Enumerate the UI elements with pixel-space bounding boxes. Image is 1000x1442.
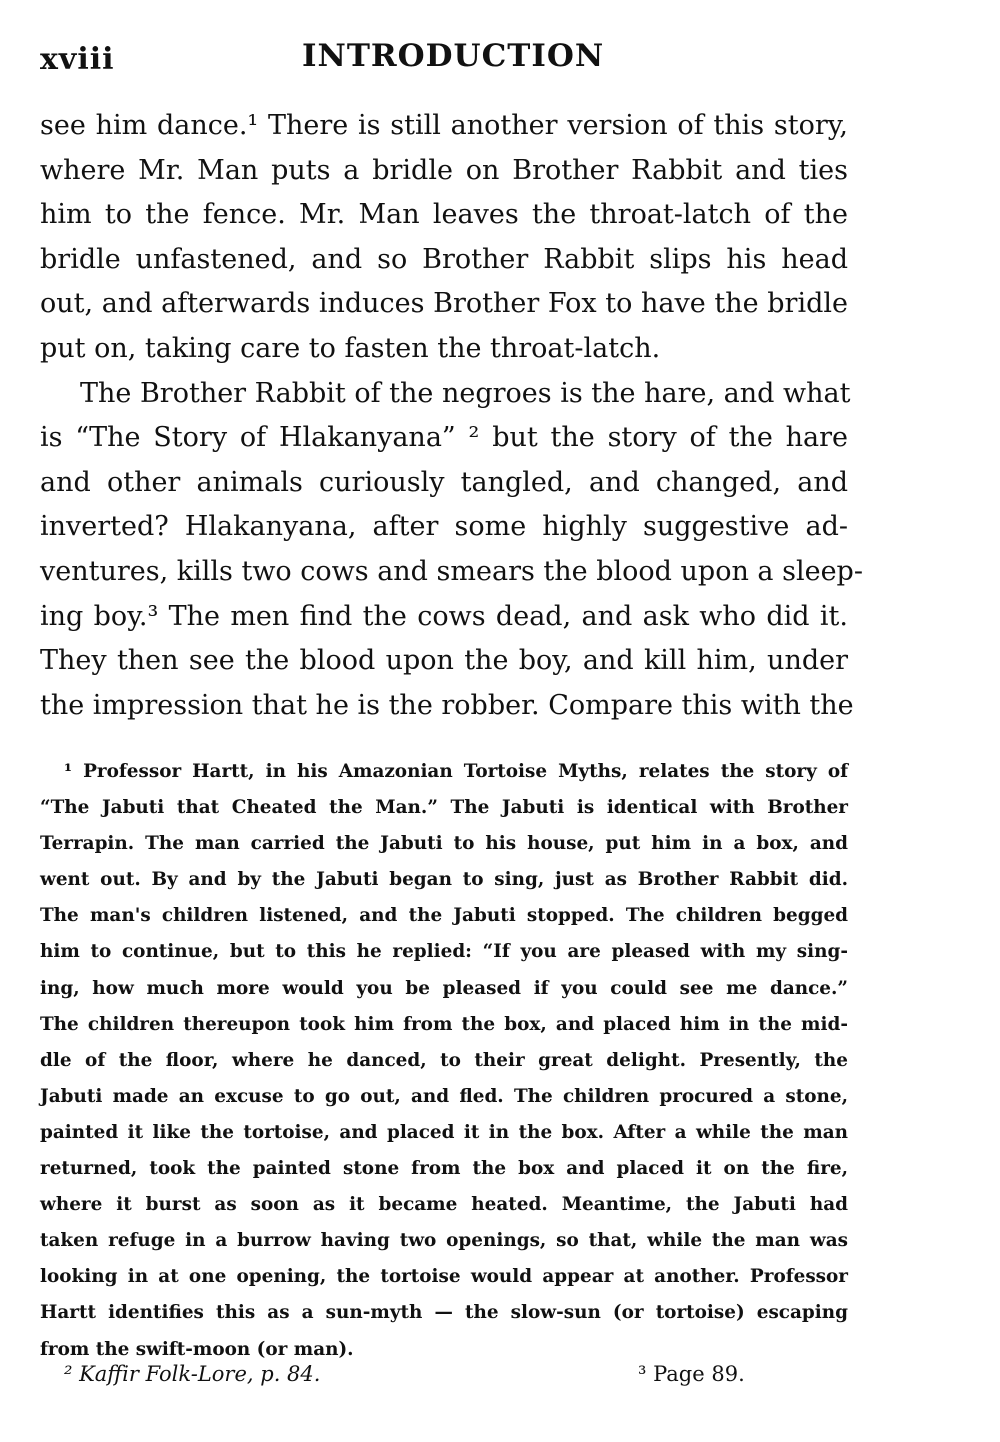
footnote-line: ing, how much more would you be pleased if you could see me dance.” [40, 977, 848, 999]
body-line: bridle unfastened, and so Brother Rabbit slips his head [40, 243, 848, 275]
footnote-line: him to continue, but to this he replied: “If you are pleased with my sing- [40, 941, 848, 963]
body-line: him to the fence. Mr. Man leaves the throat-latch of the [40, 199, 848, 231]
body-line: ing boy.³ The men find the cows dead, and ask who did it. [40, 600, 848, 632]
body-line: ventures, kills two cows and smears the blood upon a sleep- [40, 555, 863, 587]
footnote-line: dle of the floor, where he danced, to their great delight. Presently, the [40, 1049, 848, 1071]
body-line: The Brother Rabbit of the negroes is the hare, and what [80, 377, 851, 409]
page-number: xviii [40, 42, 115, 77]
footnote-line: went out. By and by the Jabuti began to sing, just as Brother Rabbit did. [40, 869, 848, 891]
body-line: inverted? Hlakanyana, after some highly suggestive ad- [40, 511, 848, 543]
footnote-line: Terrapin. The man carried the Jabuti to his house, put him in a box, and [40, 833, 848, 855]
footnote-line: ¹ Professor Hartt, in his Amazonian Tortoise Myths, relates the story of [64, 761, 848, 782]
body-text [40, 104, 863, 728]
footnote-line: from the swift-moon (or man). [40, 1338, 354, 1360]
footnote-line: taken refuge in a burrow having two openings, so that, while the man was [40, 1230, 848, 1252]
footnote-line: Hartt identifies this as a sun-myth — the slow-sun (or tortoise) escaping [40, 1302, 848, 1324]
footnote-line: looking in at one opening, the tortoise would appear at another. Professor [40, 1266, 848, 1288]
footnote-ref-2: ² Kaffir Folk-Lore, p. 84. [64, 1362, 321, 1386]
body-line: out, and afterwards induces Brother Fox to have the bridle [40, 288, 848, 320]
footnote-line: painted it like the tortoise, and placed it in the box. After a while the man [40, 1121, 848, 1143]
body-line: the impression that he is the robber. Compare this with the [40, 689, 854, 721]
body-line: and other animals curiously tangled, and changed, and [40, 466, 848, 498]
footnote-references [64, 1362, 844, 1402]
footnote-line: The children thereupon took him from the box, and placed him in the mid- [40, 1013, 848, 1035]
footnote-line: The man's children listened, and the Jabuti stopped. The children begged [40, 905, 848, 927]
body-line: where Mr. Man puts a bridle on Brother Rabbit and ties [40, 154, 848, 186]
footnote-line: Jabuti made an excuse to go out, and fled. The children procured a stone, [40, 1085, 848, 1107]
running-header [40, 34, 850, 84]
running-title: INTRODUCTION [302, 38, 605, 74]
footnotes [40, 754, 848, 1368]
footnote-line: where it burst as soon as it became heated. Meantime, the Jabuti had [40, 1194, 848, 1216]
body-line: put on, taking care to fasten the throat-latch. [40, 332, 661, 364]
body-line: is “The Story of Hlakanyana” ² but the story of the hare [40, 422, 848, 454]
body-line: see him dance.¹ There is still another version of this story, [40, 110, 848, 141]
footnote-ref-3: ³ Page 89. [638, 1362, 745, 1386]
footnote-line: “The Jabuti that Cheated the Man.” The Jabuti is identical with Brother [40, 797, 848, 819]
footnote-line: returned, took the painted stone from the box and placed it on the fire, [40, 1158, 848, 1180]
body-line: They then see the blood upon the boy, and kill him, under [40, 645, 848, 677]
